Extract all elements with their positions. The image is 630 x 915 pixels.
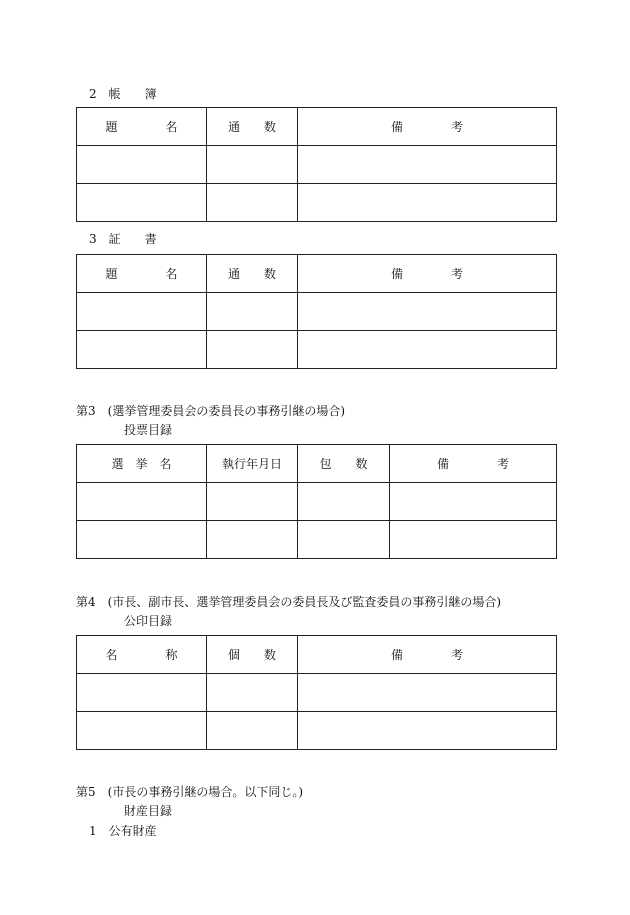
- table-cell: [207, 521, 298, 559]
- table-cell: [77, 293, 207, 331]
- column-header: 通 数: [207, 108, 298, 146]
- table-header-row: [77, 636, 557, 674]
- table-header-row: [77, 108, 557, 146]
- table-row: [77, 293, 557, 331]
- dai3-heading: 第3 (選挙管理委員会の委員長の事務引継の場合): [76, 404, 345, 418]
- column-header: 題 名: [77, 108, 207, 146]
- column-header: 備 考: [298, 255, 557, 293]
- table-cell: [207, 331, 298, 369]
- table-cell: [77, 521, 207, 559]
- dai5-heading: 第5 (市長の事務引継の場合。以下同じ。): [76, 785, 303, 799]
- table-row: [77, 521, 557, 559]
- column-header: 包 数: [298, 445, 390, 483]
- table-row: [77, 184, 557, 222]
- section-2-heading: 2 帳 簿: [89, 87, 157, 101]
- dai4-subheading: 公印目録: [124, 614, 173, 628]
- dai4-heading: 第4 (市長、副市長、選挙管理委員会の委員長及び監査委員の事務引継の場合): [76, 595, 502, 609]
- table-cell: [298, 674, 557, 712]
- seal-table: [76, 635, 557, 750]
- table-cell: [207, 712, 298, 750]
- table-row: [77, 146, 557, 184]
- table-row: [77, 674, 557, 712]
- table-cell: [298, 331, 557, 369]
- column-header: 名 称: [77, 636, 207, 674]
- table-header-row: [77, 445, 557, 483]
- column-header: 題 名: [77, 255, 207, 293]
- dai5-item-1: 1 公有財産: [89, 824, 157, 838]
- table-cell: [207, 674, 298, 712]
- table-cell: [207, 184, 298, 222]
- column-header: 備 考: [298, 108, 557, 146]
- dai5-subheading: 財産目録: [124, 804, 173, 818]
- table-cell: [77, 483, 207, 521]
- table-cell: [207, 293, 298, 331]
- table-cell: [77, 184, 207, 222]
- table-cell: [207, 146, 298, 184]
- table-row: [77, 712, 557, 750]
- table-cell: [77, 146, 207, 184]
- ledger-table: [76, 107, 557, 222]
- table-cell: [77, 331, 207, 369]
- table-cell: [390, 521, 557, 559]
- table-cell: [298, 146, 557, 184]
- section-3-heading: 3 証 書: [89, 232, 157, 246]
- column-header: 備 考: [390, 445, 557, 483]
- column-header: 執行年月日: [207, 445, 298, 483]
- table-cell: [77, 674, 207, 712]
- dai3-subheading: 投票目録: [124, 423, 173, 437]
- certificate-table: [76, 254, 557, 369]
- table-cell: [207, 483, 298, 521]
- column-header: 通 数: [207, 255, 298, 293]
- table-row: [77, 483, 557, 521]
- table-header-row: [77, 255, 557, 293]
- table-cell: [77, 712, 207, 750]
- column-header: 選 挙 名: [77, 445, 207, 483]
- table-cell: [298, 184, 557, 222]
- ballot-table: [76, 444, 557, 559]
- column-header: 個 数: [207, 636, 298, 674]
- table-row: [77, 331, 557, 369]
- table-cell: [298, 521, 390, 559]
- table-cell: [390, 483, 557, 521]
- column-header: 備 考: [298, 636, 557, 674]
- table-cell: [298, 293, 557, 331]
- table-cell: [298, 483, 390, 521]
- table-cell: [298, 712, 557, 750]
